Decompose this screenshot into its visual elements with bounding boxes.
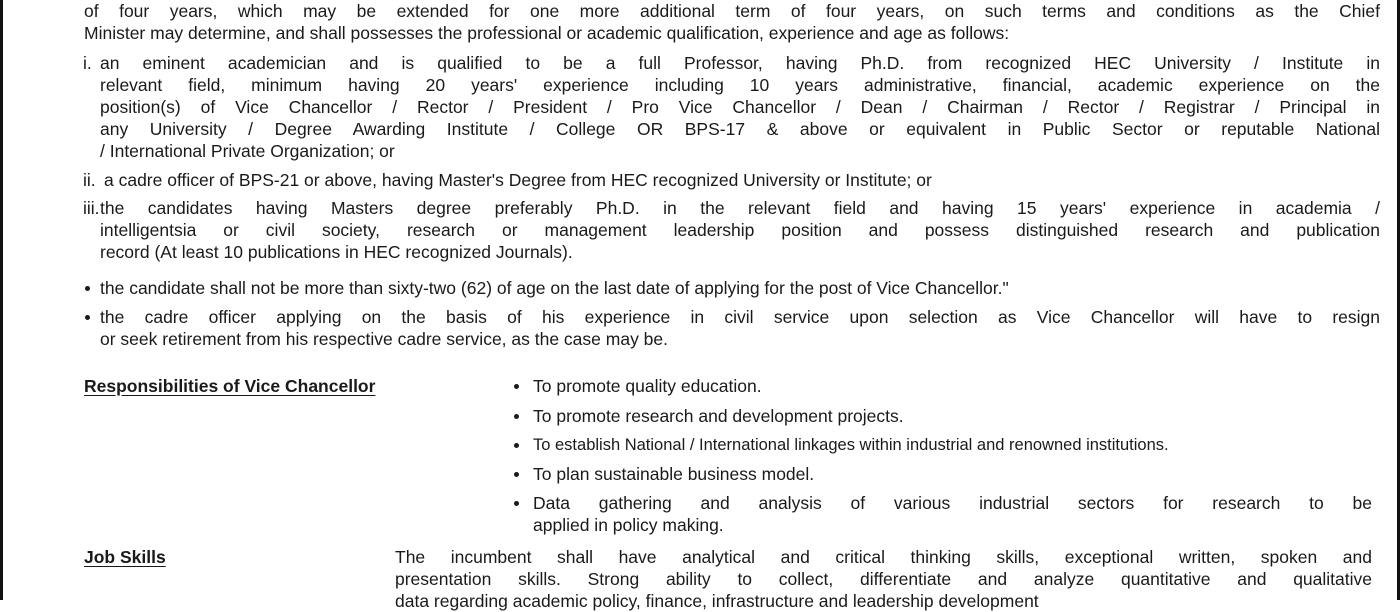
bullet-icon <box>514 414 519 419</box>
bullet-icon <box>514 443 519 448</box>
condition-2-line-1: the cadre officer applying on the basis of his experience in civil service upon selection as Vice Chancellor will have to resign <box>100 307 1380 327</box>
qualification-iii-line-3: record (At least 10 publications in HEC recognized Journals). <box>100 242 573 262</box>
bullet-icon <box>514 472 519 477</box>
intro-line-2: Minister may determine, and shall possesses the professional or academic qualification, experience and age as follows: <box>84 23 1010 43</box>
responsibility-item-1: To promote quality education. <box>533 376 762 396</box>
qualification-marker-i: i. <box>83 53 92 73</box>
qualification-i-line-4: any University / Degree Awarding Institute / College OR BPS-17 & above or equivalent in Public Sector or reputable National <box>100 119 1380 139</box>
bullet-icon <box>85 286 90 291</box>
condition-1-line-1: the candidate shall not be more than sixty-two (62) of age on the last date of applying for the post of Vice Chancellor." <box>100 278 1009 298</box>
qualification-i-line-5: / International Private Organization; or <box>100 141 395 161</box>
condition-2-line-2: or seek retirement from his respective cadre service, as the case may be. <box>100 329 669 349</box>
responsibility-item-5-line-2: applied in policy making. <box>533 515 724 535</box>
qualification-iii-line-1: the candidates having Masters degree preferably Ph.D. in the relevant field and having 15 years' experience in academia / <box>100 198 1380 218</box>
bullet-icon <box>514 501 519 506</box>
qualification-iii-line-2: intelligentsia or civil society, research or management leadership position and possess distinguished research and publication <box>100 220 1380 240</box>
responsibility-item-2: To promote research and development projects. <box>533 406 904 426</box>
qualification-ii-line-1: a cadre officer of BPS-21 or above, having Master's Degree from HEC recognized University or Institute; or <box>104 170 932 190</box>
responsibilities-heading: Responsibilities of Vice Chancellor <box>84 376 376 396</box>
intro-line-1: of four years, which may be extended for one more additional term of four years, on such terms and conditions as the Chief <box>84 1 1380 21</box>
responsibility-item-5-line-1: Data gathering and analysis of various industrial sectors for research to be <box>533 493 1372 513</box>
qualification-marker-ii: ii. <box>83 170 96 190</box>
job-skills-heading: Job Skills <box>84 547 166 567</box>
job-skills-line-3: data regarding academic policy, finance, infrastructure and leadership development <box>395 591 1039 611</box>
job-skills-line-1: The incumbent shall have analytical and critical thinking skills, exceptional written, spoken and <box>395 547 1372 567</box>
qualification-i-line-1: an eminent academician and is qualified to be a full Professor, having Ph.D. from recognized HEC University / Institute in <box>100 53 1380 73</box>
qualification-marker-iii: iii. <box>83 198 100 218</box>
bullet-icon <box>514 384 519 389</box>
responsibility-item-4: To plan sustainable business model. <box>533 464 815 484</box>
qualification-i-line-3: position(s) of Vice Chancellor / Rector / President / Pro Vice Chancellor / Dean / Chairman / Rector / Registrar / Principal in <box>100 97 1380 117</box>
job-skills-line-2: presentation skills. Strong ability to collect, differentiate and analyze quantitative and qualitative <box>395 569 1372 589</box>
qualification-i-line-2: relevant field, minimum having 20 years' experience including 10 years administrative, financial, academic experience on the <box>100 75 1380 95</box>
bullet-icon <box>85 315 90 320</box>
responsibility-item-3: To establish National / International linkages within industrial and renowned institutions. <box>533 436 1169 454</box>
